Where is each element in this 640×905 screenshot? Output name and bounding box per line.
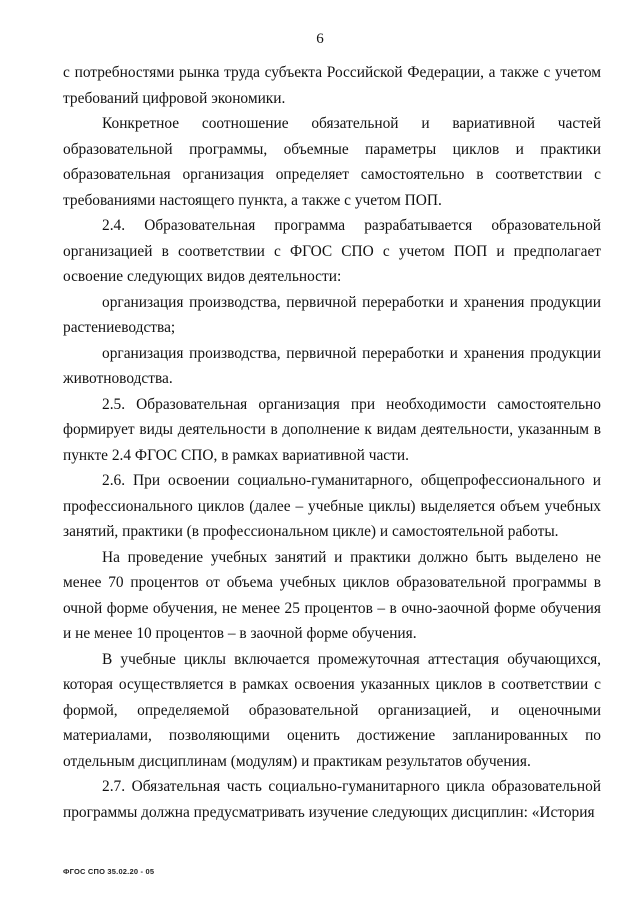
footer-code: ФГОС СПО 35.02.20 - 05 bbox=[63, 867, 155, 876]
paragraph-2-7: 2.7. Обязательная часть социально-гуманитарного цикла образовательной программы должна предусматривать изучение следующих дисциплин: «История bbox=[63, 778, 601, 821]
paragraph-2-5: 2.5. Образовательная организация при необходимости самостоятельно формирует виды деятельности в дополнение к видам деятельности, указанным в пункте 2.4 ФГОС СПО, в рамках вариативной части. bbox=[63, 395, 601, 464]
document-body bbox=[63, 60, 601, 825]
paragraph-2-6: 2.6. При освоении социально-гуманитарного, общепрофессионального и профессионального циклов (далее – учебные циклы) выделяется объем учебных занятий, практики (в профессиональном цикле) и самостоятельной работы. bbox=[63, 472, 601, 540]
paragraph: В учебные циклы включается промежуточная аттестация обучающихся, которая осуществляется в рамках освоения указанных циклов в соответствии с формой, определяемой образовательной организацией, и оценочными материалами, позволяющими оценить достижение запланированных по отдельным дисциплинам (модулям) и практикам результатов обучения. bbox=[63, 650, 601, 770]
paragraph: Конкретное соотношение обязательной и вариативной частей образовательной программы, объемные параметры циклов и практики образовательная организация определяет самостоятельно в соответствии с требованиями настоящего пункта, а также с учетом ПОП. bbox=[63, 115, 601, 209]
paragraph-2-4: 2.4. Образовательная программа разрабатывается образовательной организацией в соответствии с ФГОС СПО с учетом ПОП и предполагает освоение следующих видов деятельности: bbox=[63, 217, 601, 285]
list-item: организация производства, первичной переработки и хранения продукции растениеводства; bbox=[63, 293, 601, 336]
list-item: организация производства, первичной переработки и хранения продукции животноводства. bbox=[63, 344, 601, 387]
paragraph: На проведение учебных занятий и практики должно быть выделено не менее 70 процентов от объема учебных циклов образовательной программы в очной форме обучения, не менее 25 процентов – в очно-заочной форме обучения и не менее 10 процентов – в заочной форме обучения. bbox=[63, 548, 601, 642]
page-number: 6 bbox=[316, 31, 324, 47]
paragraph: с потребностями рынка труда субъекта Российской Федерации, а также с учетом требований цифровой экономики. bbox=[63, 64, 601, 107]
